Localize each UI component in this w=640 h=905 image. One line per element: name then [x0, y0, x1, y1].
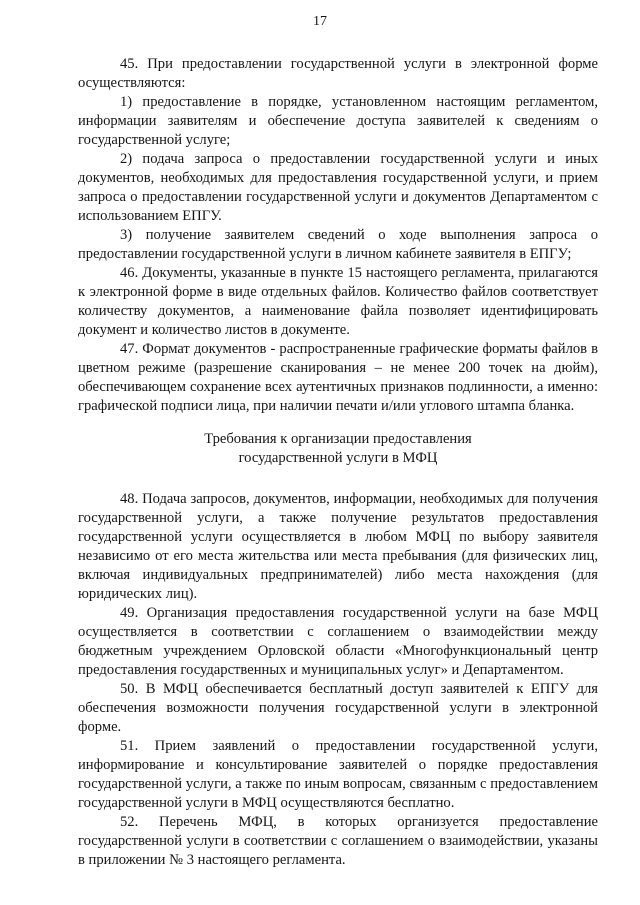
section-heading-line-2: государственной услуги в МФЦ	[238, 450, 438, 466]
paragraph-48: 48. Подача запросов, документов, информации, необходимых для получения государственной услуги, а также получение результатов предоставления государственной услуги осуществляется в любом МФЦ по выбору заявителя независимо от его места жительства или места пребывания (для физических лиц, включая индивидуальных предпринимателей) либо места нахождения (для юридических лиц).	[78, 491, 598, 602]
paragraph-45: 45. При предоставлении государственной услуги в электронной форме осуществляются:	[78, 56, 598, 91]
paragraph-51: 51. Прием заявлений о предоставлении государственной услуги, информирование и консультирование заявителей о порядке предоставления государственной услуги, а также по иным вопросам, связанным с предоставлением государственной услуги в МФЦ осуществляются бесплатно.	[78, 738, 598, 811]
paragraph-45-item-1: 1) предоставление в порядке, установленном настоящим регламентом, информации заявителям и обеспечение доступа заявителей к сведениям о государственной услуге;	[78, 94, 598, 148]
paragraph-45-item-3: 3) получение заявителем сведений о ходе выполнения запроса о предоставлении государственной услуги в личном кабинете заявителя в ЕПГУ;	[78, 227, 598, 262]
paragraph-46: 46. Документы, указанные в пункте 15 настоящего регламента, прилагаются к электронной форме в виде отдельных файлов. Количество файлов соответствует количеству документов, а наименование файла позволяет идентифицировать документ и количество листов в документе.	[78, 265, 598, 338]
paragraph-49: 49. Организация предоставления государственной услуги на базе МФЦ осуществляется в соответствии с соглашением о взаимодействии между бюджетным учреждением Орловской области «Многофункциональный центр предоставления государственных и муниципальных услуг» и Департаментом.	[78, 605, 598, 678]
paragraph-52: 52. Перечень МФЦ, в которых организуется предоставление государственной услуги в соответствии с соглашением о взаимодействии, указаны в приложении № 3 настоящего регламента.	[78, 814, 598, 868]
section-heading-line-1: Требования к организации предоставления	[204, 431, 472, 447]
paragraph-47: 47. Формат документов - распространенные графические форматы файлов в цветном режиме (разрешение сканирования – не менее 200 точек на дюйм), обеспечивающем сохранение всех аутентичных признаков подлинности, а именно: графической подписи лица, при наличии печати и/или углового штампа бланка.	[78, 341, 598, 414]
paragraph-45-item-2: 2) подача запроса о предоставлении государственной услуги и иных документов, необходимых для предоставления государственной услуги, и прием запроса о предоставлении государственной услуги и документов Департаментом с использованием ЕПГУ.	[78, 151, 598, 224]
paragraph-50: 50. В МФЦ обеспечивается бесплатный доступ заявителей к ЕПГУ для обеспечения возможности получения государственной услуги в электронной форме.	[78, 681, 598, 735]
page-number: 17	[313, 14, 327, 29]
section-heading	[78, 430, 598, 468]
document-body	[78, 55, 598, 870]
